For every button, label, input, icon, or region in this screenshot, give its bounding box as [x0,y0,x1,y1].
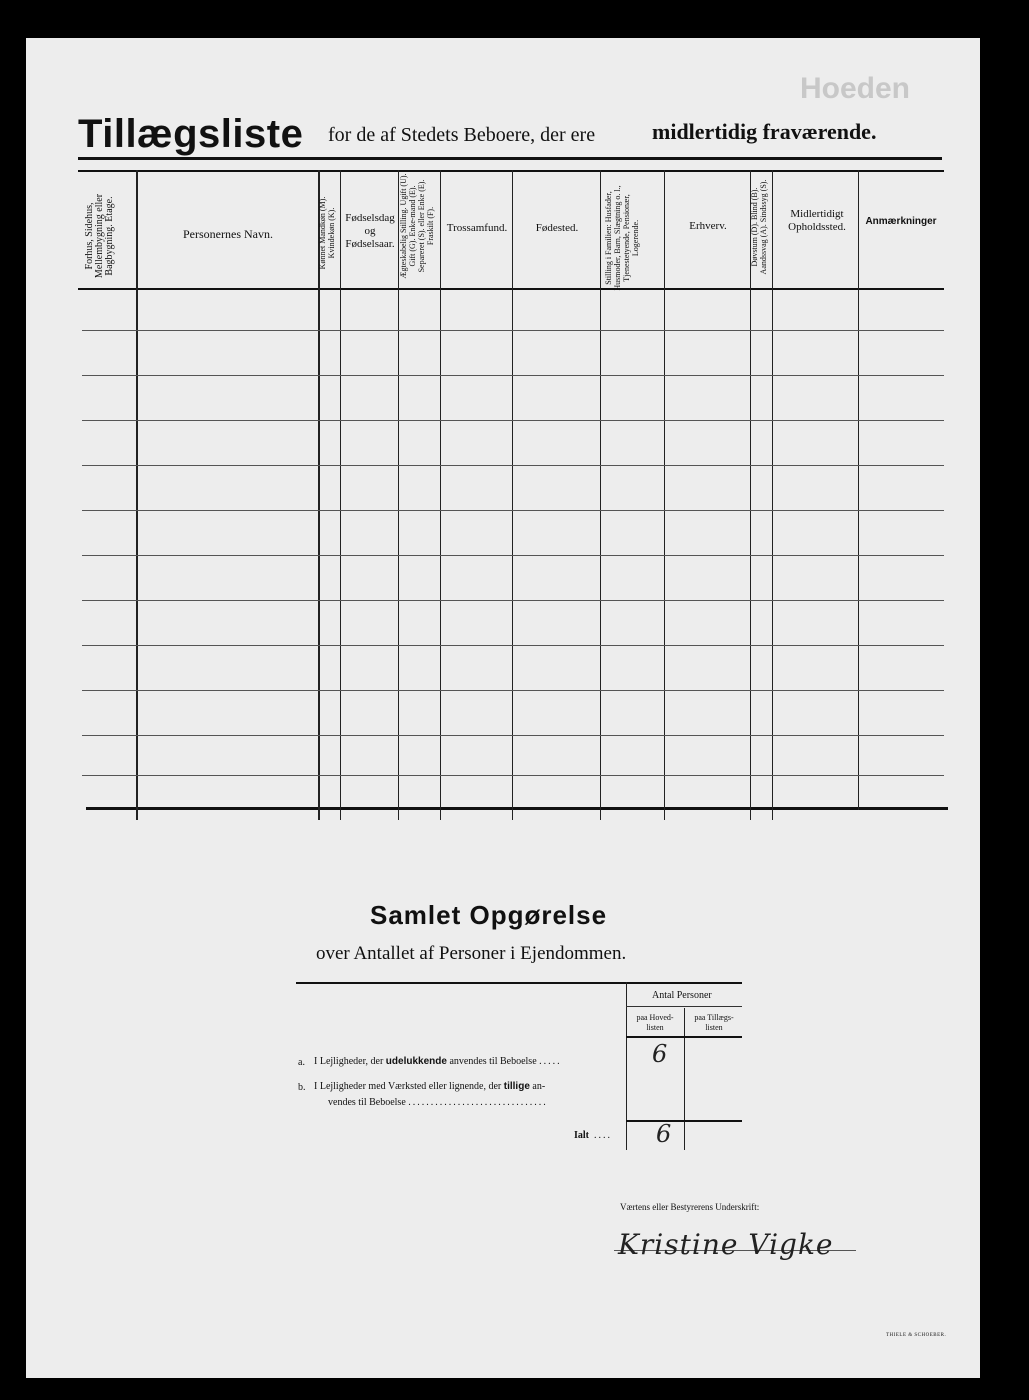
table-top-rule [78,170,944,172]
table-row [82,330,944,331]
col-header-name: Personernes Navn. [183,227,273,241]
col-divider [440,170,441,820]
row-a-text-2: anvendes til Beboelse [449,1056,537,1067]
row-b-text-2: an- [532,1081,546,1092]
table-row [82,690,944,691]
corner-mark: Hoeden [800,72,911,105]
table-row [82,775,944,776]
form-title: Tillægsliste [78,112,304,156]
table-row [82,465,944,466]
row-a-letter: a. [298,1057,305,1068]
col-header-religion: Trossamfund. [446,222,508,234]
summary-title: Samlet Opgørelse [370,900,608,930]
col-divider [664,170,665,820]
summary-col-divider [626,982,627,1150]
col-header-birthdate: Fødselsdag og Fødselsaar. [345,212,395,250]
table-row [82,600,944,601]
form-subtitle-bold: midlertidig fraværende. [652,119,877,144]
summary-total-rule [626,1120,742,1122]
row-b-letter: b. [298,1082,306,1093]
table-bottom-rule [86,807,948,810]
col-header-occupation: Erhverv. [689,220,727,232]
row-a-text-bold: udelukkende [385,1056,447,1067]
summary-subtitle: over Antallet af Personer i Ejendommen. [316,943,627,964]
col-header-disability: Døvstum (D). Blind (B). Aandssvag (A). Sindssyg (S). [750,179,768,275]
row-b-text-3: vendes til Beboelse [328,1097,406,1108]
summary-antal-rule [626,1006,742,1007]
table-row [82,735,944,736]
row-a-label: I Lejligheder, der udelukkende anvendes til Beboelse ..... [314,1056,562,1067]
row-a-text-1: I Lejligheder, der [314,1056,384,1067]
form-subtitle: for de af Stedets Beboere, der ere [328,124,596,146]
antal-header: Antal Personer [652,990,712,1001]
table-row [82,510,944,511]
signature-name: Kristine Vigke [618,1228,834,1261]
table-row [82,375,944,376]
col-divider [858,170,859,810]
ialt-value: 6 [656,1120,672,1148]
col-header-gender: Kønnet Mandkøn (M). Kvindekøn (K). [318,196,336,270]
table-row [82,555,944,556]
col-divider [340,170,341,820]
col-divider [512,170,513,820]
ialt-dots: .... [594,1130,612,1141]
col-header-temp-residence: Midlertidigt Opholdssted. [788,208,846,233]
col-hoved-header: paa Hoved-listen [636,1013,674,1032]
col-header-family-position: Stilling i Familien: Husfader, Husmoder, Barn, Slægtning o. l., Tjenestetyende, Pensionær, Logerende. [604,185,640,291]
col-divider [136,170,138,820]
col-header-birthplace: Fødested. [535,222,579,234]
col-header-building: Forhus, Sidehus, Mellembygning eller Bagbygning. Etage. [84,193,115,279]
col-tillaeg-header: paa Tillægs-listen [694,1013,734,1032]
col-header-marital: Ægteskabelig Stilling. Ugift (U). Gift (G). Enke-mand (E). Separeret (S). eller Enke (E). Fraskilt (F). [399,173,435,279]
col-header-remarks: Anmærkninger [865,216,937,227]
col-divider [600,170,601,820]
table-header-rule [78,288,944,290]
row-b-text-bold: tillige [503,1081,530,1092]
summary-col-divider [684,1008,685,1150]
signature-label: Værtens eller Bestyrerens Underskrift: [620,1202,760,1212]
table-row [82,645,944,646]
header-rule [78,157,942,160]
summary-head-rule [626,1036,742,1038]
ialt-label: Ialt [574,1130,589,1141]
row-a-value: 6 [652,1040,668,1068]
row-b-label-2: vendes til Beboelse ............................... [328,1097,548,1108]
row-b-label [314,1081,545,1092]
table-row [82,420,944,421]
printer-imprint: THIELE & SCHOEBER. [886,1333,947,1338]
col-divider [772,170,773,820]
row-b-text-1: I Lejligheder med Værksted eller lignende, der [314,1081,502,1092]
summary-top-rule [296,982,742,984]
